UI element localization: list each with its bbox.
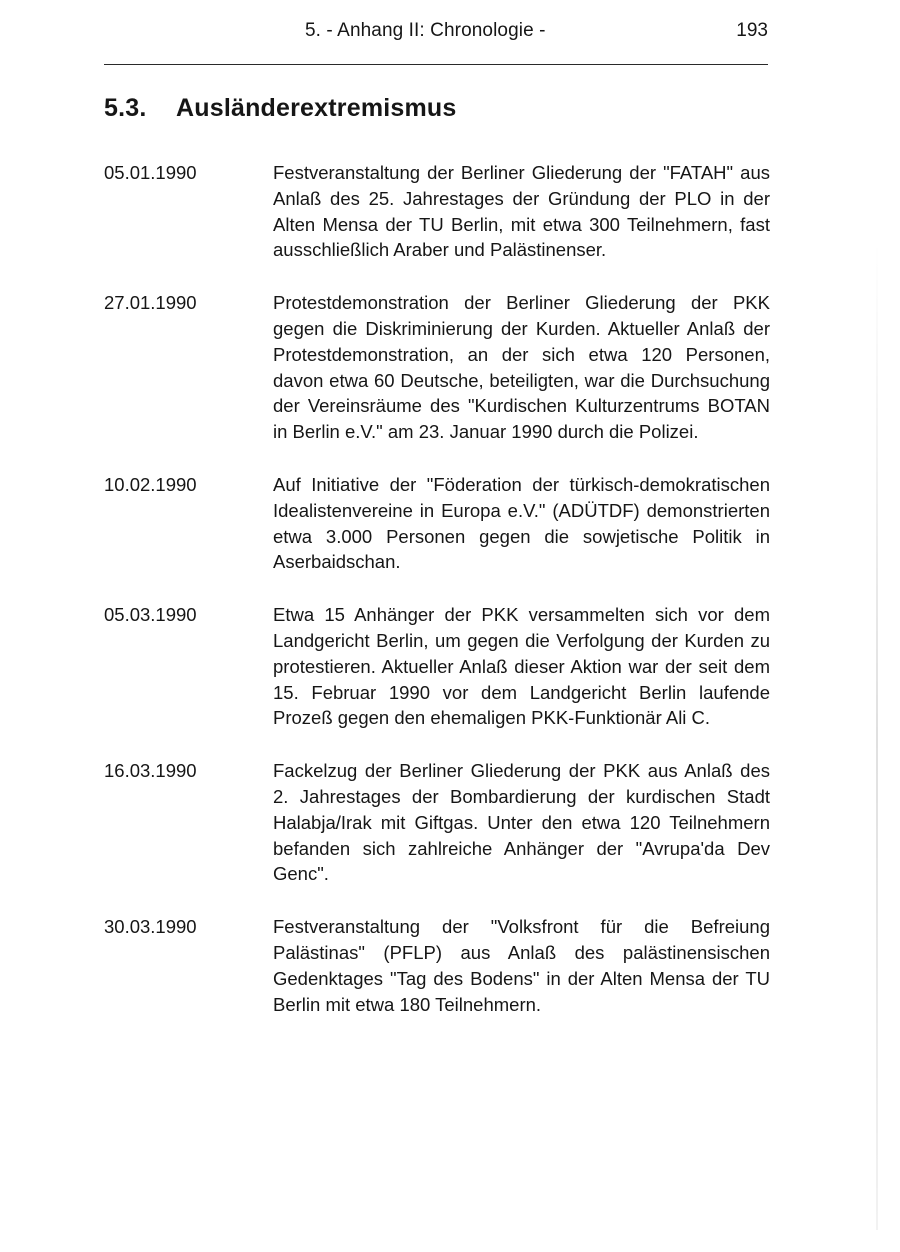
entry-text: Festveranstaltung der Berliner Gliederung der "FATAH" aus Anlaß des 25. Jahrestages der Gründung der PLO in der Alten Mensa der TU Berlin, mit etwa 300 Teilnehmern, fast ausschließlich Araber und Palästinenser.	[273, 162, 770, 261]
chronology-entry	[104, 758, 770, 887]
entry-date: 27.01.1990	[104, 292, 197, 314]
entry-text: Protestdemonstration der Berliner Gliederung der PKK gegen die Diskriminierung der Kurden. Aktueller Anlaß der Protestdemonstration, an der sich etwa 120 Personen, davon etwa 60 Deutsche, beteiligten, war die Durchsuchung der Vereinsräume des "Kurdischen Kulturzentrums BOTAN in Berlin e.V." am 23. Januar 1990 durch die Polizei.	[273, 292, 770, 443]
section-number: 5.3.	[104, 94, 147, 122]
chronology-entry	[104, 290, 770, 445]
chronology-entry	[104, 160, 770, 263]
entry-date: 30.03.1990	[104, 916, 197, 938]
page-header	[0, 18, 900, 48]
chronology-entry	[104, 914, 770, 1017]
scan-edge-shadow	[876, 240, 878, 1230]
entry-date: 10.02.1990	[104, 473, 197, 495]
entry-text: Festveranstaltung der "Volksfront für die Befreiung Palästinas" (PFLP) aus Anlaß des palästinensischen Gedenktages "Tag des Bodens" in der Alten Mensa der TU Berlin mit etwa 180 Teilnehmern.	[273, 916, 770, 1015]
running-title: 5. - Anhang II: Chronologie -	[305, 20, 546, 41]
entry-date: 05.01.1990	[104, 162, 197, 183]
header-rule	[104, 64, 768, 65]
entry-text: Auf Initiative der "Föderation der türkisch-demokratischen Idealistenvereine in Europa e.V." (ADÜTDF) demonstrierten etwa 3.000 Personen gegen die sowjetische Politik in Aserbaidschan.	[273, 473, 770, 573]
section-heading	[104, 94, 457, 123]
chronology-entry	[104, 602, 770, 731]
chronology-list	[104, 160, 770, 1044]
entry-text: Fackelzug der Berliner Gliederung der PKK aus Anlaß des 2. Jahrestages der Bombardierung der kurdischen Stadt Halabja/Irak mit Giftgas. Unter den etwa 120 Teilnehmern befanden sich zahlreiche Anhänger der "Avrupa'da Dev Genc".	[273, 760, 770, 885]
entry-date: 16.03.1990	[104, 760, 197, 782]
entry-date: 05.03.1990	[104, 604, 197, 626]
page-number: 193	[736, 20, 768, 41]
entry-text: Etwa 15 Anhänger der PKK versammelten sich vor dem Landgericht Berlin, um gegen die Verfolgung der Kurden zu protestieren. Aktueller Anlaß dieser Aktion war der seit dem 15. Februar 1990 vor dem Landgericht Berlin laufende Prozeß gegen den ehemaligen PKK-Funktionär Ali C.	[273, 604, 770, 729]
chronology-entry	[104, 472, 770, 575]
section-title: Ausländerextremismus	[176, 94, 457, 122]
